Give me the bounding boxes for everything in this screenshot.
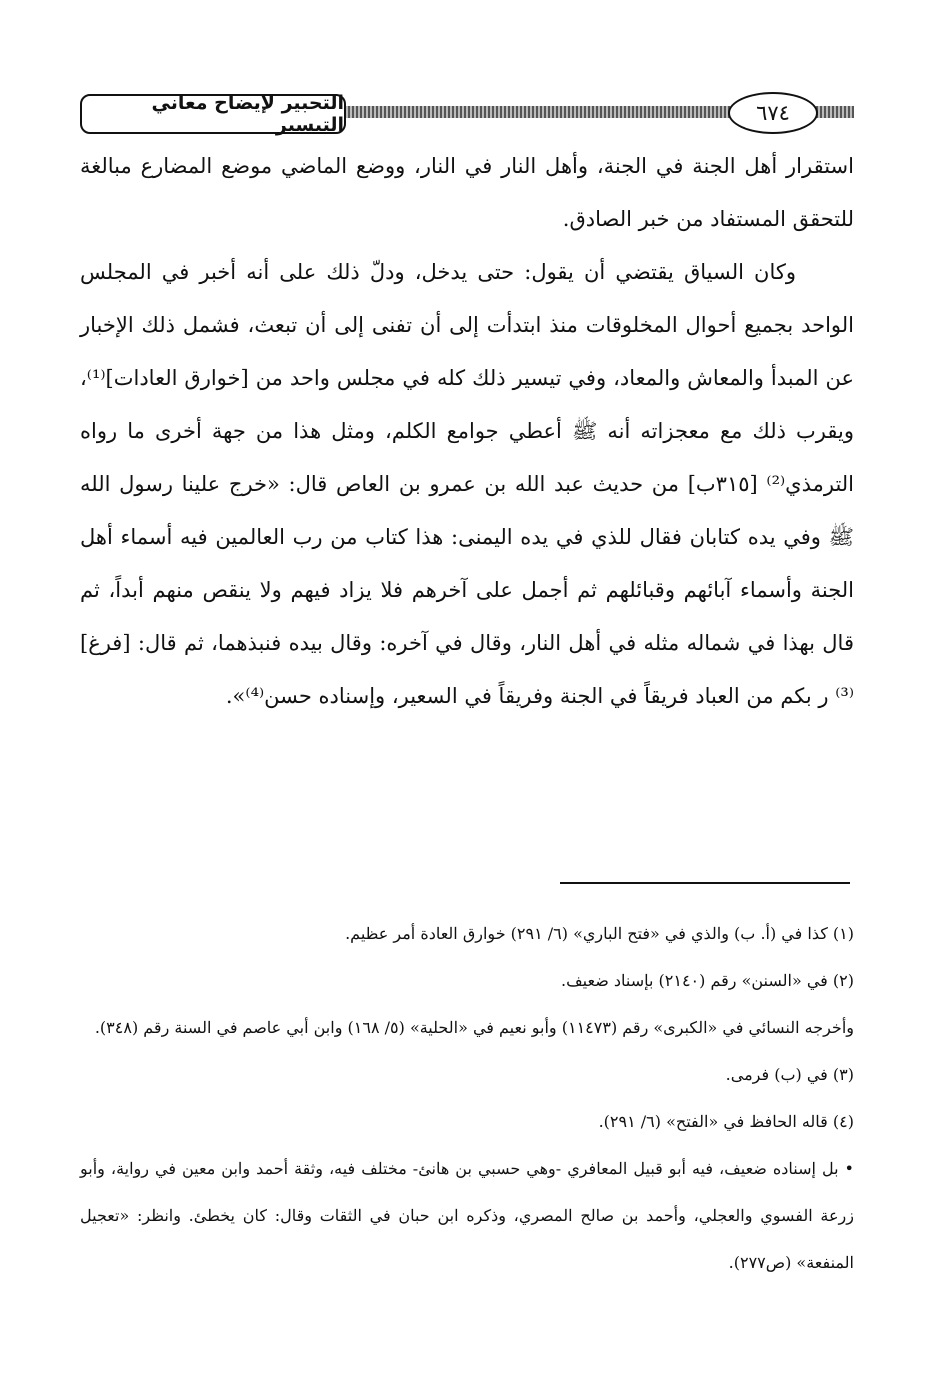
book-title: التحبير لإيضاح معاني التيسير [80,94,346,134]
footnote-2: (٢) في «السنن» رقم (٢١٤٠) بإسناد ضعيف. [561,971,854,990]
main-text [80,140,854,723]
paragraph-2: وكان السياق يقتضي أن يقول: حتى يدخل، ودلّ ذلك على أنه أخبر في المجلس الواحد بجميع أحوال المخلوقات منذ ابتدأت إلى أن تفنى إلى أن تبعث، فشمل ذلك الإخبار عن المبدأ والمعاش والمعاد، وفي تيسير ذلك كله في مجلس واحد من [خوارق العادات]⁽¹⁾، ويقرب ذلك مع معجزاته أنه ﷺ أعطي جوامع الكلم، ومثل هذا من جهة أخرى ما رواه الترمذي⁽²⁾ [٣١٥ب] من حديث عبد الله بن عمرو بن العاص قال: «خرج علينا رسول الله ﷺ وفي يده كتابان فقال للذي في يده اليمنى: هذا كتاب من رب العالمين فيه أسماء أهل الجنة وأسماء آبائهم وقبائلهم ثم أجمل على آخرهم فلا يزاد فيهم ولا ينقص منهم أبداً، ثم قال بهذا في شماله مثله في أهل النار، وقال في آخره: وقال بيده فنبذهما، ثم قال: [فرغ]⁽³⁾ ر بكم من العباد فريقاً في الجنة وفريقاً في السعير، وإسناده حسن⁽⁴⁾». [80,260,855,708]
page-number: ٦٧٤ [728,92,818,134]
footnote-2-continuation: وأخرجه النسائي في «الكبرى» رقم (١١٤٧٣) وأبو نعيم في «الحلية» (٥/ ١٦٨) وابن أبي عاصم في السنة رقم (٣٤٨). [94,1018,854,1037]
footnote-4-continuation: • بل إسناده ضعيف، فيه أبو قبيل المعافري -وهي حسبي بن هانئ- مختلف فيه، وثقة أحمد وابن معين في رواية، وأبو زرعة الفسوي والعجلي، وأحمد بن صالح المصري، وذكره ابن حبان في الثقات وقال: كان يخطئ. وانظر: «تعجيل المنفعة» (ص٢٧٧). [80,1159,854,1272]
footnote-4: (٤) قاله الحافظ في «الفتح» (٦/ ٢٩١). [598,1112,854,1131]
footnote-3: (٣) في (ب) فرمى. [725,1065,854,1084]
paragraph-1: استقرار أهل الجنة في الجنة، وأهل النار في النار، ووضع الماضي موضع المضارع مبالغة للتحقق المستفاد من خبر الصادق. [80,154,854,231]
footnote-1: (١) كذا في (أ. ب) والذي في «فتح الباري» (٦/ ٢٩١) خوارق العادة أمر عظيم. [345,924,854,943]
footnote-divider [560,882,850,884]
footnotes [80,910,854,1286]
running-header [80,92,854,134]
